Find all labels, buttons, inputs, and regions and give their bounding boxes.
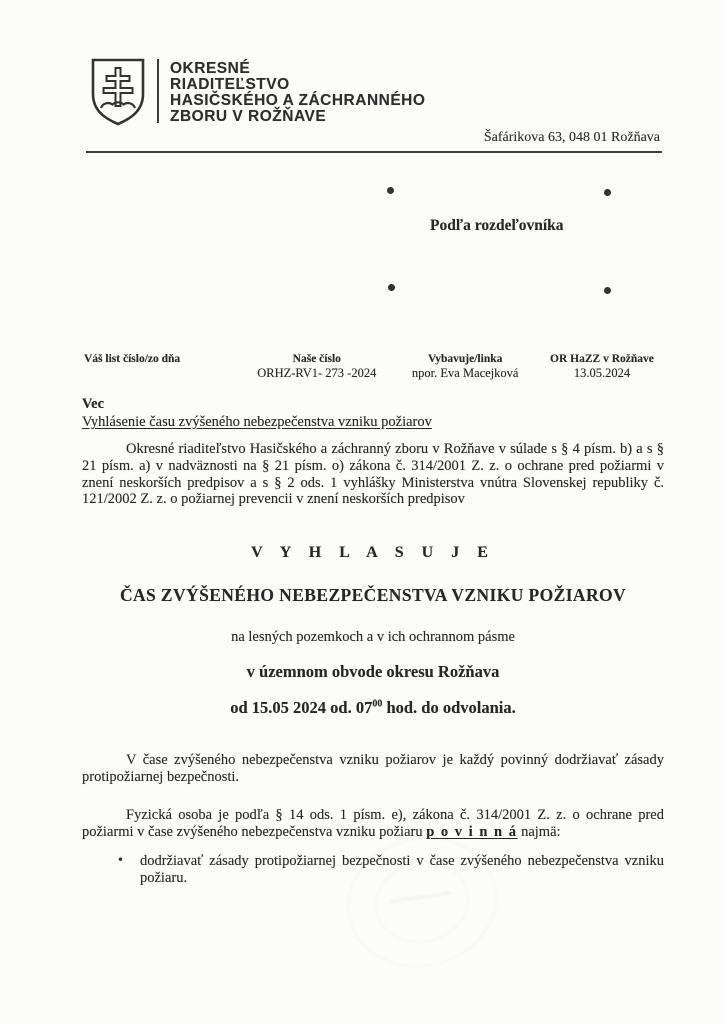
- fold-mark-dot: [604, 189, 611, 196]
- reference-row: [82, 353, 666, 381]
- letterhead-divider: [157, 59, 159, 123]
- stamp-speckle: [390, 892, 451, 912]
- reference-label: Váš list číslo/zo dňa: [84, 353, 181, 365]
- reference-date: 13.05.2024: [573, 366, 631, 380]
- org-line: RIADITEĽSTVO: [170, 76, 290, 93]
- fold-mark-dot: [388, 284, 395, 291]
- reference-value: npor. Eva Macejková: [411, 366, 519, 380]
- declaration-time-superscript: 00: [372, 698, 383, 710]
- reference-col-place-date: [538, 353, 666, 381]
- fold-mark-dot: [387, 187, 394, 194]
- org-line: OKRESNÉ: [170, 60, 251, 77]
- obligation-paragraph: V čase zvýšeného nebezpečenstva vzniku požiarov je každý povinný dodržiavať zásady protipožiarnej bezpečnosti.: [82, 752, 664, 785]
- bullet-icon: •: [118, 853, 123, 869]
- letterhead: [88, 56, 662, 128]
- recipient-label: Podľa rozdeľovníka: [430, 217, 564, 234]
- organization-name: [170, 56, 425, 125]
- reference-label: Vybavuje/linka: [428, 353, 503, 365]
- legal-basis-post: najmä:: [517, 823, 561, 840]
- intro-paragraph: Okresné riaditeľstvo Hasičského a záchranný zboru v Rožňave v súlade s § 4 písm. b) a s § 21 písm. a) v nadväznosti na § 21 písm. o) zákona č. 314/2001 Z. z. o ochrane pred požiarmi v znení neskorších predpisov a s § 2 ods. 1 vyhlášky Ministerstva vnútra Slovenskej republiky č. 121/2002 Z. z. o požiarnej prevencii v znení neskorších predpisov: [82, 441, 664, 508]
- bullet-text: dodržiavať zásady protipožiarnej bezpečnosti v čase zvýšeného nebezpečenstva vzniku požiaru.: [140, 853, 664, 887]
- bullet-item: [118, 853, 664, 887]
- obliged-keyword: p o v i n n á: [426, 823, 518, 840]
- stamp-outer-ring: [334, 822, 511, 982]
- reference-col-handled-by: [392, 353, 538, 381]
- declaration-scope: na lesných pozemkoch a v ich ochrannom pásme: [231, 629, 515, 646]
- office-address: Šafárikova 63, 048 01 Rožňava: [483, 130, 660, 145]
- fold-mark-dot: [604, 287, 611, 294]
- reference-value: ORHZ-RV1- 273 -2024: [257, 366, 377, 380]
- subject-heading: Vec: [82, 396, 105, 412]
- reference-col-your-ref: [82, 353, 241, 381]
- reference-label: Naše číslo: [292, 353, 341, 365]
- reference-col-our-number: [241, 353, 392, 381]
- declaration-verb: V Y H L A S U J E: [251, 544, 495, 562]
- subject-text: Vyhlásenie času zvýšeného nebezpečenstva vzniku požiarov: [82, 414, 432, 430]
- reference-label: OR HaZZ v Rožňave: [550, 353, 654, 365]
- declaration-time-prefix: od 15.05 2024 od. 07: [230, 698, 373, 718]
- org-line: HASIČSKÉHO A ZÁCHRANNÉHO: [170, 92, 426, 109]
- declaration-title: ČAS ZVÝŠENÉHO NEBEZPEČENSTVA VZNIKU POŽIAROV: [119, 585, 627, 606]
- legal-basis-pre: Fyzická osoba je podľa § 14 ods. 1 písm. e), zákona č. 314/2001 Z. z. o ochrane pred požiarmi v čase zvýšeného nebezpečenstva vzniku požiaru: [82, 806, 664, 840]
- stamp-mark: [334, 822, 511, 982]
- declaration-time: [82, 698, 664, 718]
- recipient-zone: [0, 153, 724, 353]
- org-line: ZBORU V ROŽŇAVE: [170, 108, 327, 125]
- declaration-time-suffix: hod. do odvolania.: [382, 698, 516, 718]
- legal-basis-paragraph: [82, 807, 664, 841]
- declaration-area: v územnom obvode okresu Rožňava: [246, 662, 500, 682]
- slovak-coat-of-arms-icon: [88, 56, 148, 128]
